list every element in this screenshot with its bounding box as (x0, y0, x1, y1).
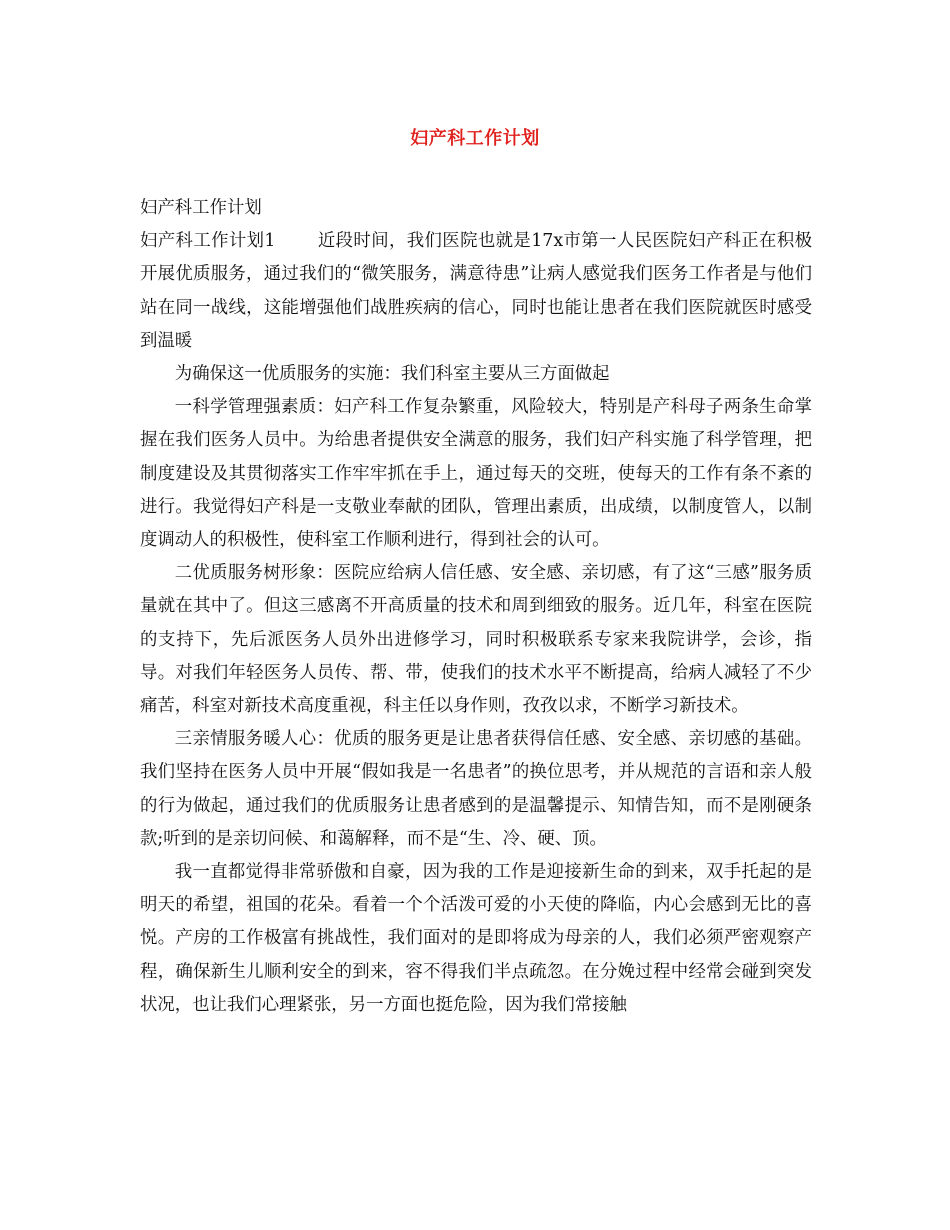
document-subtitle: 妇产科工作计划 (140, 198, 262, 218)
paragraph-2: 一科学管理强素质：妇产科工作复杂繁重，风险较大，特别是产科母子两条生命掌握在我们医务人员中。为给患者提供安全满意的服务，我们妇产科实施了科学管理，把制度建设及其贯彻落实工作牢牢抓在手上，通过每天的交班，使每天的工作有条不紊的进行。我觉得妇产科是一支敬业奉献的团队，管理出素质，出成绩，以制度管人，以制度调动人的积极性，使科室工作顺利进行，得到社会的认可。 (140, 397, 812, 551)
paragraph-3: 二优质服务树形象：医院应给病人信任感、安全感、亲切感，有了这“三感”服务质量就在其中了。但这三感离不开高质量的技术和周到细致的服务。近几年，科室在医院的支持下，先后派医务人员外出进修学习，同时积极联系专家来我院讲学，会诊，指导。对我们年轻医务人员传、帮、带，使我们的技术水平不断提高，给病人减轻了不少痛苦，科室对新技术高度重视，科主任以身作则，孜孜以求，不断学习新技术。 (140, 563, 812, 717)
document-body (140, 192, 812, 1022)
paragraph-5: 我一直都觉得非常骄傲和自豪，因为我的工作是迎接新生命的到来，双手托起的是明天的希望，祖国的花朵。看着一个个活泼可爱的小天使的降临，内心会感到无比的喜悦。产房的工作极富有挑战性，我们面对的是即将成为母亲的人，我们必须严密观察产程，确保新生儿顺利安全的到来，容不得我们半点疏忽。在分娩过程中经常会碰到突发状况，也让我们心理紧张，另一方面也挺危险，因为我们常接触 (140, 862, 812, 1015)
plan-label: 妇产科工作计划1 (140, 231, 276, 252)
intro-text: 近段时间，我们医院也就是17x市第一人民医院妇产科正在积极开展优质服务，通过我们的“微笑服务，满意待患”让病人感觉我们医务工作者是与他们站在同一战线，这能增强他们战胜疾病的信心，同时也能让患者在我们医院就医时感受到温暖 (140, 231, 812, 351)
paragraph-intro (140, 225, 812, 358)
paragraph-4: 三亲情服务暖人心：优质的服务更是让患者获得信任感、安全感、亲切感的基础。我们坚持在医务人员中开展“假如我是一名患者”的换位思考，并从规范的言语和亲人般的行为做起，通过我们的优质服务让患者感到的是温馨提示、知情告知，而不是刚硬条款;听到的是亲切问候、和蔼解释，而不是“生、冷、硬、顶。 (140, 729, 812, 849)
document-title: 妇产科工作计划 (410, 128, 540, 149)
paragraph-1: 为确保这一优质服务的实施：我们科室主要从三方面做起 (174, 364, 610, 385)
